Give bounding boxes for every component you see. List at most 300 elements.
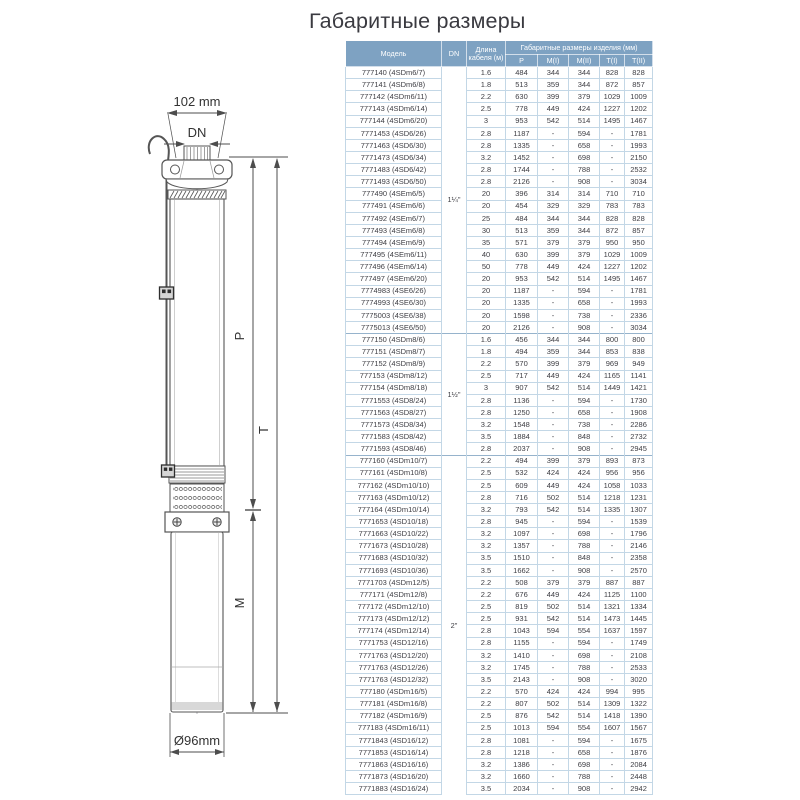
value-cell: 1781 xyxy=(625,127,653,139)
table-row xyxy=(346,346,653,358)
value-cell: 717 xyxy=(506,370,538,382)
dimension-lines-right xyxy=(226,157,288,713)
value-cell: 953 xyxy=(506,115,538,127)
value-cell: 1218 xyxy=(600,491,625,503)
value-cell: 449 xyxy=(538,479,569,491)
page-title: Габаритные размеры xyxy=(309,9,526,33)
value-cell: 1202 xyxy=(625,103,653,115)
value-cell: 359 xyxy=(538,79,569,91)
value-cell: 950 xyxy=(625,236,653,248)
value-cell: 40 xyxy=(467,249,506,261)
value-cell: 359 xyxy=(538,224,569,236)
table-row xyxy=(346,467,653,479)
model-cell: 7771653 (4SD10/18) xyxy=(346,516,442,528)
table-row xyxy=(346,686,653,698)
value-cell: 788 xyxy=(569,661,600,673)
model-cell: 777141 (4SDm6/8) xyxy=(346,79,442,91)
table-row xyxy=(346,273,653,285)
value-cell: 3020 xyxy=(625,674,653,686)
value-cell: 2.2 xyxy=(467,358,506,370)
power-cable xyxy=(149,136,169,468)
value-cell: 571 xyxy=(506,236,538,248)
value-cell: 3.2 xyxy=(467,528,506,540)
table-row xyxy=(346,79,653,91)
value-cell: 456 xyxy=(506,334,538,346)
dn-cell: 1½" xyxy=(442,334,467,455)
value-cell: - xyxy=(538,406,569,418)
value-cell: 3.5 xyxy=(467,431,506,443)
value-cell: 1449 xyxy=(600,382,625,394)
value-cell: 1445 xyxy=(625,613,653,625)
header-m2: M(II) xyxy=(569,55,600,67)
value-cell: 594 xyxy=(569,516,600,528)
value-cell: 20 xyxy=(467,297,506,309)
value-cell: 542 xyxy=(538,710,569,722)
value-cell: - xyxy=(600,746,625,758)
table-row xyxy=(346,370,653,382)
table-row xyxy=(346,249,653,261)
value-cell: 424 xyxy=(569,103,600,115)
value-cell: - xyxy=(600,285,625,297)
value-cell: 3.2 xyxy=(467,661,506,673)
value-cell: - xyxy=(538,674,569,686)
value-cell: 2.5 xyxy=(467,467,506,479)
value-cell: 424 xyxy=(538,686,569,698)
value-cell: - xyxy=(538,564,569,576)
model-cell: 777162 (4SDm10/10) xyxy=(346,479,442,491)
value-cell: 502 xyxy=(538,698,569,710)
value-cell: 1335 xyxy=(600,504,625,516)
coupling-plate xyxy=(165,512,229,532)
value-cell: 2143 xyxy=(506,674,538,686)
table-row xyxy=(346,67,653,79)
value-cell: - xyxy=(600,394,625,406)
value-cell: 956 xyxy=(625,467,653,479)
model-cell: 7771583 (4SD8/42) xyxy=(346,431,442,443)
value-cell: 931 xyxy=(506,613,538,625)
table-row xyxy=(346,236,653,248)
value-cell: 848 xyxy=(569,552,600,564)
value-cell: 1.6 xyxy=(467,67,506,79)
value-cell: 449 xyxy=(538,261,569,273)
value-cell: 570 xyxy=(506,358,538,370)
value-cell: 3.5 xyxy=(467,552,506,564)
value-cell: 630 xyxy=(506,249,538,261)
value-cell: - xyxy=(538,637,569,649)
value-cell: 2336 xyxy=(625,309,653,321)
value-cell: 698 xyxy=(569,649,600,661)
value-cell: 2.5 xyxy=(467,710,506,722)
model-cell: 777496 (4SEm6/14) xyxy=(346,261,442,273)
value-cell: 1876 xyxy=(625,746,653,758)
value-cell: 424 xyxy=(569,261,600,273)
value-cell: 399 xyxy=(538,455,569,467)
value-cell: 1097 xyxy=(506,528,538,540)
value-cell: 1033 xyxy=(625,479,653,491)
value-cell: 314 xyxy=(538,188,569,200)
model-cell: 777164 (4SDm10/14) xyxy=(346,504,442,516)
value-cell: 857 xyxy=(625,224,653,236)
value-cell: 872 xyxy=(600,79,625,91)
model-cell: 777494 (4SEm6/9) xyxy=(346,236,442,248)
table-body xyxy=(346,67,653,795)
value-cell: - xyxy=(538,783,569,795)
value-cell: - xyxy=(600,783,625,795)
value-cell: 2146 xyxy=(625,540,653,552)
model-cell: 777163 (4SDm10/12) xyxy=(346,491,442,503)
value-cell: - xyxy=(600,297,625,309)
value-cell: 2532 xyxy=(625,164,653,176)
value-cell: 1125 xyxy=(600,589,625,601)
value-cell: 1567 xyxy=(625,722,653,734)
value-cell: 1013 xyxy=(506,722,538,734)
value-cell: 1081 xyxy=(506,734,538,746)
m-label: M xyxy=(232,597,247,609)
value-cell: 1357 xyxy=(506,540,538,552)
value-cell: - xyxy=(600,674,625,686)
model-cell: 7771563 (4SD8/27) xyxy=(346,406,442,418)
value-cell: 658 xyxy=(569,297,600,309)
value-cell: 344 xyxy=(538,67,569,79)
model-cell: 777495 (4SEm6/11) xyxy=(346,249,442,261)
value-cell: - xyxy=(538,540,569,552)
value-cell: 956 xyxy=(600,467,625,479)
value-cell: 379 xyxy=(569,358,600,370)
value-cell: 379 xyxy=(569,91,600,103)
table-row xyxy=(346,552,653,564)
value-cell: 1009 xyxy=(625,249,653,261)
value-cell: 554 xyxy=(569,625,600,637)
value-cell: 738 xyxy=(569,419,600,431)
value-cell: 25 xyxy=(467,212,506,224)
value-cell: 2126 xyxy=(506,321,538,333)
header-model: Модель xyxy=(346,41,442,67)
value-cell: 399 xyxy=(538,358,569,370)
value-cell: 908 xyxy=(569,783,600,795)
value-cell: 2.8 xyxy=(467,394,506,406)
value-cell: 676 xyxy=(506,589,538,601)
value-cell: 1136 xyxy=(506,394,538,406)
value-cell: 3.5 xyxy=(467,564,506,576)
table-row xyxy=(346,661,653,673)
value-cell: 1781 xyxy=(625,285,653,297)
value-cell: 698 xyxy=(569,151,600,163)
value-cell: 658 xyxy=(569,406,600,418)
value-cell: - xyxy=(600,419,625,431)
value-cell: 2.5 xyxy=(467,370,506,382)
value-cell: 2.5 xyxy=(467,601,506,613)
table-row xyxy=(346,783,653,795)
model-cell: 777174 (4SDm12/14) xyxy=(346,625,442,637)
table-row xyxy=(346,698,653,710)
value-cell: 609 xyxy=(506,479,538,491)
model-cell: 7771593 (4SD8/46) xyxy=(346,443,442,455)
value-cell: 1745 xyxy=(506,661,538,673)
value-cell: 1421 xyxy=(625,382,653,394)
value-cell: - xyxy=(538,321,569,333)
motor-bottom-band xyxy=(172,702,223,710)
value-cell: 344 xyxy=(538,334,569,346)
flange-eyelet-right xyxy=(215,165,224,174)
value-cell: 1386 xyxy=(506,759,538,771)
value-cell: 20 xyxy=(467,321,506,333)
value-cell: 494 xyxy=(506,346,538,358)
model-cell: 7771763 (4SD12/32) xyxy=(346,674,442,686)
table-row xyxy=(346,103,653,115)
value-cell: - xyxy=(538,151,569,163)
value-cell: 716 xyxy=(506,491,538,503)
value-cell: 1309 xyxy=(600,698,625,710)
table-row xyxy=(346,419,653,431)
value-cell: 893 xyxy=(600,455,625,467)
value-cell: 828 xyxy=(625,67,653,79)
value-cell: - xyxy=(538,443,569,455)
value-cell: 2.2 xyxy=(467,698,506,710)
value-cell: 344 xyxy=(569,67,600,79)
value-cell: - xyxy=(538,297,569,309)
value-cell: 454 xyxy=(506,200,538,212)
model-cell: 777144 (4SDm6/20) xyxy=(346,115,442,127)
model-cell: 7771483 (4SD6/42) xyxy=(346,164,442,176)
table-row xyxy=(346,637,653,649)
value-cell: 1744 xyxy=(506,164,538,176)
model-cell: 777491 (4SEm6/6) xyxy=(346,200,442,212)
model-cell: 7771843 (4SD16/12) xyxy=(346,734,442,746)
dn-label: DN xyxy=(187,125,207,140)
table-row xyxy=(346,576,653,588)
value-cell: 344 xyxy=(569,334,600,346)
value-cell: 2.8 xyxy=(467,139,506,151)
model-cell: 777140 (4SDm6/7) xyxy=(346,67,442,79)
table-row xyxy=(346,382,653,394)
table-row xyxy=(346,406,653,418)
header-t1: T(I) xyxy=(600,55,625,67)
value-cell: 1908 xyxy=(625,406,653,418)
model-cell: 777143 (4SDm6/14) xyxy=(346,103,442,115)
screw-left xyxy=(173,518,181,526)
table-row xyxy=(346,540,653,552)
value-cell: 1335 xyxy=(506,139,538,151)
value-cell: - xyxy=(600,176,625,188)
model-cell: 7771763 (4SD12/26) xyxy=(346,661,442,673)
value-cell: - xyxy=(600,661,625,673)
model-cell: 7771863 (4SD16/16) xyxy=(346,759,442,771)
value-cell: 1029 xyxy=(600,249,625,261)
value-cell: 2.5 xyxy=(467,613,506,625)
value-cell: - xyxy=(600,734,625,746)
value-cell: 542 xyxy=(538,273,569,285)
table-row xyxy=(346,589,653,601)
value-cell: 1410 xyxy=(506,649,538,661)
model-cell: 777180 (4SDm16/5) xyxy=(346,686,442,698)
table-row xyxy=(346,224,653,236)
value-cell: 314 xyxy=(569,188,600,200)
value-cell: 3.2 xyxy=(467,540,506,552)
value-cell: 484 xyxy=(506,212,538,224)
value-cell: 3.2 xyxy=(467,649,506,661)
screw-right xyxy=(213,518,221,526)
table-row xyxy=(346,139,653,151)
header-dimensions-group: Габаритные размеры изделия (мм) xyxy=(506,41,653,55)
value-cell: - xyxy=(600,637,625,649)
value-cell: 1.8 xyxy=(467,346,506,358)
value-cell: 1418 xyxy=(600,710,625,722)
value-cell: 35 xyxy=(467,236,506,248)
value-cell: 1539 xyxy=(625,516,653,528)
value-cell: - xyxy=(538,164,569,176)
value-cell: 2.2 xyxy=(467,589,506,601)
table-row xyxy=(346,200,653,212)
value-cell: - xyxy=(538,759,569,771)
value-cell: 1598 xyxy=(506,309,538,321)
value-cell: 658 xyxy=(569,139,600,151)
value-cell: 994 xyxy=(600,686,625,698)
value-cell: 873 xyxy=(625,455,653,467)
value-cell: 542 xyxy=(538,504,569,516)
table-row xyxy=(346,309,653,321)
value-cell: 2.8 xyxy=(467,491,506,503)
model-cell: 777160 (4SDm10/7) xyxy=(346,455,442,467)
value-cell: 1993 xyxy=(625,297,653,309)
value-cell: 594 xyxy=(538,722,569,734)
value-cell: 20 xyxy=(467,285,506,297)
value-cell: 945 xyxy=(506,516,538,528)
header-t2: T(II) xyxy=(625,55,653,67)
value-cell: - xyxy=(600,321,625,333)
dim-label-102mm: 102 mm xyxy=(173,94,221,109)
value-cell: 1231 xyxy=(625,491,653,503)
value-cell: 783 xyxy=(625,200,653,212)
value-cell: 542 xyxy=(538,115,569,127)
value-cell: 783 xyxy=(600,200,625,212)
table-row xyxy=(346,601,653,613)
value-cell: 908 xyxy=(569,176,600,188)
value-cell: 2.2 xyxy=(467,455,506,467)
value-cell: 872 xyxy=(600,224,625,236)
model-cell: 7771463 (4SD6/30) xyxy=(346,139,442,151)
value-cell: 329 xyxy=(569,200,600,212)
value-cell: 1662 xyxy=(506,564,538,576)
value-cell: 950 xyxy=(600,236,625,248)
value-cell: 514 xyxy=(569,613,600,625)
value-cell: 514 xyxy=(569,382,600,394)
value-cell: 949 xyxy=(625,358,653,370)
model-cell: 7771493 (4SD6/50) xyxy=(346,176,442,188)
model-cell: 7771763 (4SD12/20) xyxy=(346,649,442,661)
value-cell: 1321 xyxy=(600,601,625,613)
pump-dimension-diagram xyxy=(140,88,310,780)
value-cell: 424 xyxy=(569,467,600,479)
value-cell: 819 xyxy=(506,601,538,613)
value-cell: 738 xyxy=(569,309,600,321)
value-cell: 30 xyxy=(467,224,506,236)
value-cell: 2.8 xyxy=(467,176,506,188)
value-cell: 3.5 xyxy=(467,674,506,686)
value-cell: - xyxy=(600,127,625,139)
value-cell: 514 xyxy=(569,273,600,285)
value-cell: 908 xyxy=(569,443,600,455)
value-cell: 1218 xyxy=(506,746,538,758)
value-cell: 542 xyxy=(538,613,569,625)
value-cell: 1202 xyxy=(625,261,653,273)
model-cell: 7771873 (4SD16/20) xyxy=(346,771,442,783)
value-cell: - xyxy=(600,759,625,771)
value-cell: 2732 xyxy=(625,431,653,443)
value-cell: 995 xyxy=(625,686,653,698)
value-cell: 3.2 xyxy=(467,151,506,163)
value-cell: - xyxy=(600,406,625,418)
value-cell: - xyxy=(600,139,625,151)
table-row xyxy=(346,491,653,503)
value-cell: - xyxy=(600,540,625,552)
model-cell: 777152 (4SDm8/9) xyxy=(346,358,442,370)
table-row xyxy=(346,746,653,758)
value-cell: 630 xyxy=(506,91,538,103)
value-cell: 344 xyxy=(569,212,600,224)
value-cell: 788 xyxy=(569,771,600,783)
value-cell: 399 xyxy=(538,249,569,261)
value-cell: 807 xyxy=(506,698,538,710)
value-cell: 2448 xyxy=(625,771,653,783)
dn-cell: 1¼" xyxy=(442,67,467,334)
dn-cell: 2" xyxy=(442,455,467,795)
value-cell: - xyxy=(600,164,625,176)
value-cell: 50 xyxy=(467,261,506,273)
value-cell: 1637 xyxy=(600,625,625,637)
value-cell: 1334 xyxy=(625,601,653,613)
value-cell: 1993 xyxy=(625,139,653,151)
value-cell: 793 xyxy=(506,504,538,516)
value-cell: 1165 xyxy=(600,370,625,382)
value-cell: 1660 xyxy=(506,771,538,783)
value-cell: 907 xyxy=(506,382,538,394)
value-cell: 3.2 xyxy=(467,759,506,771)
value-cell: 1227 xyxy=(600,103,625,115)
table-row xyxy=(346,455,653,467)
value-cell: 876 xyxy=(506,710,538,722)
table-row xyxy=(346,564,653,576)
value-cell: - xyxy=(600,649,625,661)
value-cell: 344 xyxy=(538,212,569,224)
value-cell: 514 xyxy=(569,601,600,613)
value-cell: 424 xyxy=(569,370,600,382)
model-cell: 7771453 (4SD6/26) xyxy=(346,127,442,139)
table-row xyxy=(346,176,653,188)
value-cell: 513 xyxy=(506,224,538,236)
value-cell: 449 xyxy=(538,103,569,115)
value-cell: 20 xyxy=(467,200,506,212)
model-cell: 777151 (4SDm8/7) xyxy=(346,346,442,358)
value-cell: 514 xyxy=(569,710,600,722)
table-row xyxy=(346,516,653,528)
value-cell: 908 xyxy=(569,564,600,576)
value-cell: - xyxy=(538,431,569,443)
value-cell: - xyxy=(538,139,569,151)
value-cell: 379 xyxy=(569,249,600,261)
value-cell: 2126 xyxy=(506,176,538,188)
model-cell: 7771753 (4SD12/16) xyxy=(346,637,442,649)
value-cell: 3.2 xyxy=(467,771,506,783)
header-m1: M(I) xyxy=(538,55,569,67)
table-row xyxy=(346,431,653,443)
model-cell: 7771703 (4SDm12/5) xyxy=(346,576,442,588)
value-cell: 514 xyxy=(569,504,600,516)
value-cell: 2.8 xyxy=(467,516,506,528)
model-cell: 7775013 (4SE6/50) xyxy=(346,321,442,333)
value-cell: 2.5 xyxy=(467,103,506,115)
table-row xyxy=(346,285,653,297)
header-p: P xyxy=(506,55,538,67)
